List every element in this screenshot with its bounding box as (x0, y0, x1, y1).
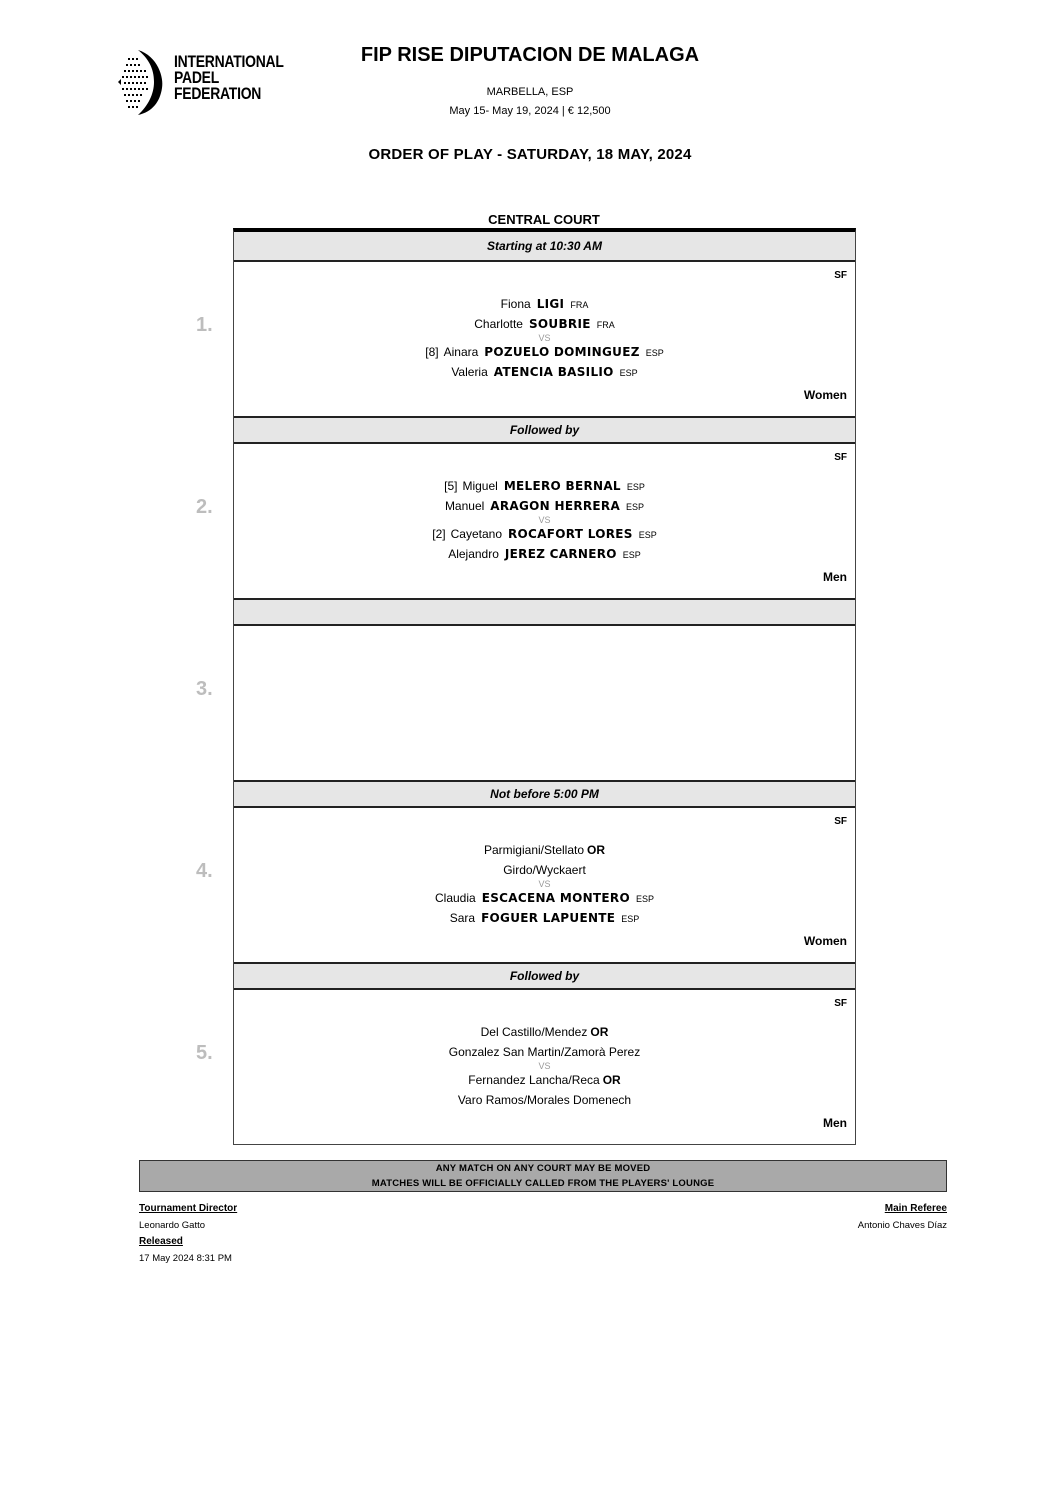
padel-ball-logo-icon (118, 48, 168, 116)
player-nationality: ESP (645, 348, 664, 358)
tournament-location: MARBELLA, ESP (486, 86, 574, 98)
court-name: CENTRAL COURT (488, 212, 600, 227)
slot-header: Followed by (234, 416, 855, 444)
player-nationality: ESP (621, 914, 640, 924)
logo-line: FEDERATION (174, 84, 262, 103)
player-first-name: Ainara (443, 345, 479, 359)
player-last-name: LIGI (536, 297, 565, 311)
player-first-name: Cayetano (450, 527, 502, 541)
tbd-team-line (234, 1090, 855, 1110)
match-number: 3. (196, 678, 213, 700)
match-category: Men (823, 570, 847, 584)
tournament-director-name: Leonardo Gatto (139, 1220, 206, 1231)
match-round: SF (834, 270, 847, 281)
vs-label: VS (538, 333, 551, 343)
match-round: SF (834, 816, 847, 827)
match-number: 2. (196, 496, 213, 518)
player-seed: [2] (432, 527, 446, 541)
tbd-team-line (234, 1022, 855, 1042)
released-label: Released (139, 1236, 183, 1247)
main-referee-label: Main Referee (884, 1203, 947, 1214)
notice-line: MATCHES WILL BE OFFICIALLY CALLED FROM THE PLAYERS' LOUNGE (371, 1178, 715, 1189)
player-line (234, 544, 855, 564)
player-line (234, 908, 855, 928)
tbd-team-line (234, 1042, 855, 1062)
match-players (234, 476, 855, 564)
tbd-team-line (234, 840, 855, 860)
tbd-team: Fernandez Lancha/Reca (468, 1073, 600, 1087)
player-last-name: ATENCIA BASILIO (493, 365, 614, 379)
player-nationality: ESP (619, 368, 638, 378)
player-nationality: FRA (570, 300, 589, 310)
logo-line: INTERNATIONAL (174, 52, 284, 71)
player-last-name: ESCACENA MONTERO (481, 891, 630, 905)
match-players (234, 840, 855, 928)
main-referee-name: Antonio Chaves Díaz (857, 1220, 947, 1231)
released-value: 17 May 2024 8:31 PM (139, 1253, 232, 1264)
tournament-title: FIP RISE DIPUTACION DE MALAGA (360, 44, 700, 66)
player-nationality: ESP (638, 530, 657, 540)
player-last-name: MELERO BERNAL (503, 479, 621, 493)
or-label: OR (587, 843, 606, 857)
player-last-name: POZUELO DOMINGUEZ (484, 345, 640, 359)
notice-line: ANY MATCH ON ANY COURT MAY BE MOVED (435, 1163, 651, 1174)
match-players (234, 1022, 855, 1110)
or-label: OR (590, 1025, 609, 1039)
player-line (234, 294, 855, 314)
player-first-name: Miguel (462, 479, 498, 493)
tbd-team: Gonzalez San Martin/Zamorà Perez (448, 1045, 641, 1059)
match-category: Men (823, 1116, 847, 1130)
player-seed: [5] (444, 479, 458, 493)
tbd-team-line (234, 1070, 855, 1090)
match-block (196, 444, 855, 598)
slot-header: Followed by (234, 962, 855, 990)
match-number: 5. (196, 1042, 213, 1064)
or-label: OR (602, 1073, 621, 1087)
fip-logo (118, 48, 288, 118)
player-last-name: SOUBRIE (528, 317, 591, 331)
vs-label: VS (538, 879, 551, 889)
tbd-team: Del Castillo/Mendez (480, 1025, 588, 1039)
player-nationality: FRA (596, 320, 615, 330)
player-nationality: ESP (626, 482, 645, 492)
match-round: SF (834, 998, 847, 1009)
logo-wordmark (174, 54, 284, 102)
player-line (234, 342, 855, 362)
tbd-team-line (234, 860, 855, 880)
match-category: Women (803, 934, 847, 948)
tournament-director-label: Tournament Director (139, 1203, 238, 1214)
player-last-name: JEREZ CARNERO (504, 547, 617, 561)
slot-header (234, 598, 855, 626)
slot-header: Starting at 10:30 AM (234, 232, 855, 262)
tbd-team: Varo Ramos/Morales Domenech (457, 1093, 632, 1107)
order-of-play-heading: ORDER OF PLAY - SATURDAY, 18 MAY, 2024 (368, 146, 692, 163)
tbd-team: Girdo/Wyckaert (503, 863, 586, 877)
match-block (196, 808, 855, 962)
tbd-team: Parmigiani/Stellato (483, 843, 585, 857)
court-schedule-table (196, 228, 856, 1145)
player-line (234, 888, 855, 908)
notice-banner (139, 1160, 947, 1192)
player-line (234, 314, 855, 334)
player-line (234, 476, 855, 496)
player-nationality: ESP (622, 550, 641, 560)
player-first-name: Sara (449, 911, 476, 925)
vs-label: VS (538, 1061, 551, 1071)
player-first-name: Manuel (444, 499, 485, 513)
player-line (234, 496, 855, 516)
match-number: 1. (196, 314, 213, 336)
logo-line: PADEL (174, 68, 219, 87)
tournament-dates-prize: May 15- May 19, 2024 | € 12,500 (449, 105, 611, 117)
match-block (196, 990, 855, 1144)
player-last-name: ROCAFORT LORES (508, 527, 633, 541)
player-last-name: ARAGON HERRERA (490, 499, 621, 513)
player-seed: [8] (425, 345, 439, 359)
player-line (234, 524, 855, 544)
player-first-name: Valeria (451, 365, 488, 379)
match-round: SF (834, 452, 847, 463)
match-block (196, 262, 855, 416)
match-number: 4. (196, 860, 213, 882)
match-category: Women (803, 388, 847, 402)
player-first-name: Fiona (500, 297, 531, 311)
player-first-name: Alejandro (448, 547, 499, 561)
player-last-name: FOGUER LAPUENTE (481, 911, 616, 925)
player-nationality: ESP (626, 502, 645, 512)
vs-label: VS (538, 515, 551, 525)
match-players (234, 294, 855, 382)
match-block (196, 626, 855, 780)
player-line (234, 362, 855, 382)
player-first-name: Claudia (435, 891, 476, 905)
player-nationality: ESP (635, 894, 654, 904)
slot-header: Not before 5:00 PM (234, 780, 855, 808)
player-first-name: Charlotte (474, 317, 523, 331)
